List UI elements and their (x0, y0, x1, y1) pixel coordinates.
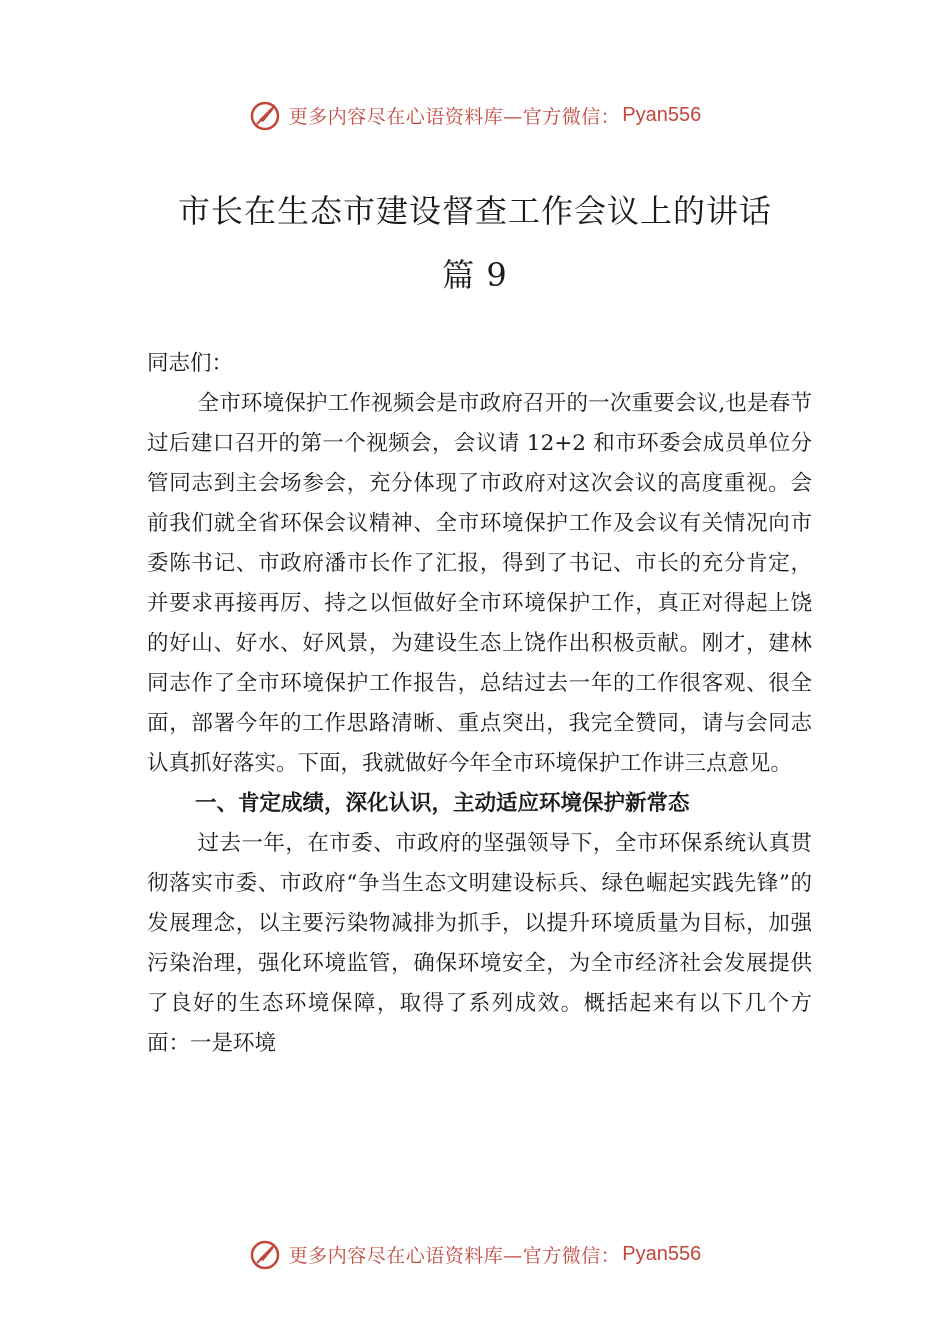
paragraph: 过去一年，在市委、市政府的坚强领导下，全市环保系统认真贯彻落实市委、市政府“争当生态文明建设标兵、绿色崛起实践先锋”的发展理念，以主要污染物减排为抓手，以提升环境质量为目标，加强污染治理，强化环境监管，确保环境安全，为全市经济社会发展提供了良好的生态环境保障，取得了系列成效。概括起来有以下几个方面：一是环境 (147, 831, 812, 1056)
watermark-wechat-id: Pyan556 (622, 103, 702, 126)
section-heading: 一、肯定成绩，深化认识，主动适应环境保护新常态 (195, 791, 690, 816)
watermark-wechat-id: Pyan556 (622, 1242, 702, 1265)
logo-icon (249, 1237, 283, 1271)
watermark-text: 更多内容尽在心语资料库—官方微信： (288, 105, 621, 128)
watermark-banner-top (0, 95, 950, 135)
logo-icon (249, 98, 283, 132)
page-title: 市长在生态市建设督查工作会议上的讲话 (177, 192, 772, 230)
watermark-text: 更多内容尽在心语资料库—官方微信： (288, 1244, 621, 1267)
salutation: 同志们： (147, 351, 234, 376)
document-body (147, 344, 812, 1064)
page-title-continued: 篇 9 (442, 256, 508, 294)
paragraph: 全市环境保护工作视频会是市政府召开的一次重要会议,也是春节过后建口召开的第一个视频会，会议请 12+2 和市环委会成员单位分管同志到主会场参会，充分体现了市政府对这次会议的高度重视。会前我们就全省环保会议精神、全市环境保护工作及会议有关情况向市委陈书记、市政府潘市长作了汇报，得到了书记、市长的充分肯定，并要求再接再厉、持之以恒做好全市环境保护工作，真正对得起上饶的好山、好水、好风景，为建设生态上饶作出积极贡献。刚才，建林同志作了全市环境保护工作报告，总结过去一年的工作很客观、很全面，部署今年的工作思路清晰、重点突出，我完全赞同，请与会同志认真抓好落实。下面，我就做好今年全市环境保护工作讲三点意见。 (147, 391, 812, 776)
watermark-banner-bottom (0, 1234, 950, 1274)
